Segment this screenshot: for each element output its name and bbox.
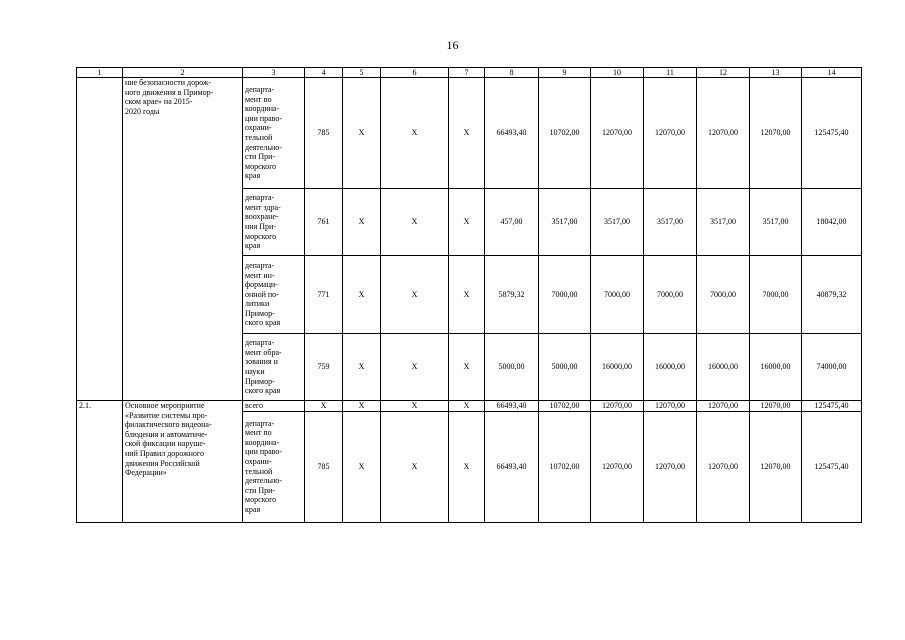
page-number: 16: [446, 38, 459, 52]
value-2020: 12070,00: [750, 78, 802, 189]
value-2018: 16000,00: [644, 334, 697, 401]
value-2019: 3517,00: [697, 189, 750, 256]
value-2019: 12070,00: [697, 401, 750, 412]
column-number: 12: [697, 68, 750, 78]
executor-cell: департа- мент обра- зования и науки Примор- ского края: [243, 334, 305, 401]
table-row: [77, 78, 862, 189]
value-2020: 3517,00: [750, 189, 802, 256]
value-total: 40879,32: [802, 256, 862, 334]
event-name: Основное мероприятие «Развитие системы про- филактического видеона- блюдения и автоматиче- ской фиксации наруше- ний Правил дорожного движения Российской Федерации»: [123, 401, 243, 523]
csr-cell: X: [381, 411, 449, 522]
column-number: 13: [750, 68, 802, 78]
value-2018: 12070,00: [644, 401, 697, 412]
value-2015: 66493,40: [485, 411, 539, 522]
value-2020: 12070,00: [750, 411, 802, 522]
column-number-row: [77, 68, 862, 78]
column-number: 7: [449, 68, 485, 78]
csr-cell: X: [381, 256, 449, 334]
value-total: 125475,40: [802, 78, 862, 189]
value-2019: 16000,00: [697, 334, 750, 401]
grbs-cell: 761: [305, 189, 343, 256]
value-2020: 16000,00: [750, 334, 802, 401]
column-number: 8: [485, 68, 539, 78]
budget-table: [76, 67, 862, 523]
value-2015: 66493,40: [485, 78, 539, 189]
grbs-cell: 771: [305, 256, 343, 334]
value-2015: 457,00: [485, 189, 539, 256]
rz-cell: X: [343, 411, 381, 522]
grbs-cell: 785: [305, 411, 343, 522]
event-number: 2.1.: [77, 401, 123, 523]
executor-cell: департа- мент по координа- ции право- охрани- тельной деятельно- сти При- морского края: [243, 411, 305, 522]
value-2017: 12070,00: [591, 411, 644, 522]
rz-cell: X: [343, 334, 381, 401]
value-2017: 3517,00: [591, 189, 644, 256]
vr-cell: X: [449, 334, 485, 401]
value-2018: 3517,00: [644, 189, 697, 256]
grbs-cell: X: [305, 401, 343, 412]
value-2020: 7000,00: [750, 256, 802, 334]
value-2019: 12070,00: [697, 78, 750, 189]
program-name-continuation: ние безопасности дорож- ного движения в Примор- ском крае» на 2015- 2020 годы: [123, 78, 243, 401]
csr-cell: X: [381, 334, 449, 401]
value-2015: 5000,00: [485, 334, 539, 401]
vr-cell: X: [449, 411, 485, 522]
value-2016: 7000,00: [539, 256, 591, 334]
value-2020: 12070,00: [750, 401, 802, 412]
executor-cell: департа- мент здра- воохране- ния При- морского края: [243, 189, 305, 256]
vr-cell: X: [449, 78, 485, 189]
column-number: 4: [305, 68, 343, 78]
executor-cell: всего: [243, 401, 305, 412]
value-2019: 7000,00: [697, 256, 750, 334]
value-2016: 10702,00: [539, 78, 591, 189]
column-number: 6: [381, 68, 449, 78]
vr-cell: X: [449, 401, 485, 412]
rz-cell: X: [343, 401, 381, 412]
vr-cell: X: [449, 189, 485, 256]
value-2018: 7000,00: [644, 256, 697, 334]
value-2017: 16000,00: [591, 334, 644, 401]
csr-cell: X: [381, 78, 449, 189]
value-total: 74000,00: [802, 334, 862, 401]
value-2018: 12070,00: [644, 411, 697, 522]
grbs-cell: 785: [305, 78, 343, 189]
value-total: 18042,00: [802, 189, 862, 256]
value-2016: 10702,00: [539, 401, 591, 412]
csr-cell: X: [381, 401, 449, 412]
value-2016: 3517,00: [539, 189, 591, 256]
column-number: 11: [644, 68, 697, 78]
grbs-cell: 759: [305, 334, 343, 401]
value-2015: 5879,32: [485, 256, 539, 334]
value-total: 125475,40: [802, 401, 862, 412]
csr-cell: X: [381, 189, 449, 256]
value-total: 125475,40: [802, 411, 862, 522]
column-number: 2: [123, 68, 243, 78]
column-number: 1: [77, 68, 123, 78]
rz-cell: X: [343, 78, 381, 189]
rz-cell: X: [343, 189, 381, 256]
vr-cell: X: [449, 256, 485, 334]
executor-cell: департа- мент по координа- ции право- охрани- тельной деятельно- сти При- морского края: [243, 78, 305, 189]
column-number: 5: [343, 68, 381, 78]
value-2016: 10702,00: [539, 411, 591, 522]
column-number: 10: [591, 68, 644, 78]
value-2017: 12070,00: [591, 78, 644, 189]
executor-cell: департа- мент ин- формаци- онной по- литики Примор- ского края: [243, 256, 305, 334]
value-2017: 7000,00: [591, 256, 644, 334]
column-number: 14: [802, 68, 862, 78]
value-2019: 12070,00: [697, 411, 750, 522]
value-2018: 12070,00: [644, 78, 697, 189]
value-2017: 12070,00: [591, 401, 644, 412]
rz-cell: X: [343, 256, 381, 334]
row-number-cell: [77, 78, 123, 401]
column-number: 3: [243, 68, 305, 78]
table-row: [77, 401, 862, 412]
value-2015: 66493,40: [485, 401, 539, 412]
column-number: 9: [539, 68, 591, 78]
value-2016: 5000,00: [539, 334, 591, 401]
